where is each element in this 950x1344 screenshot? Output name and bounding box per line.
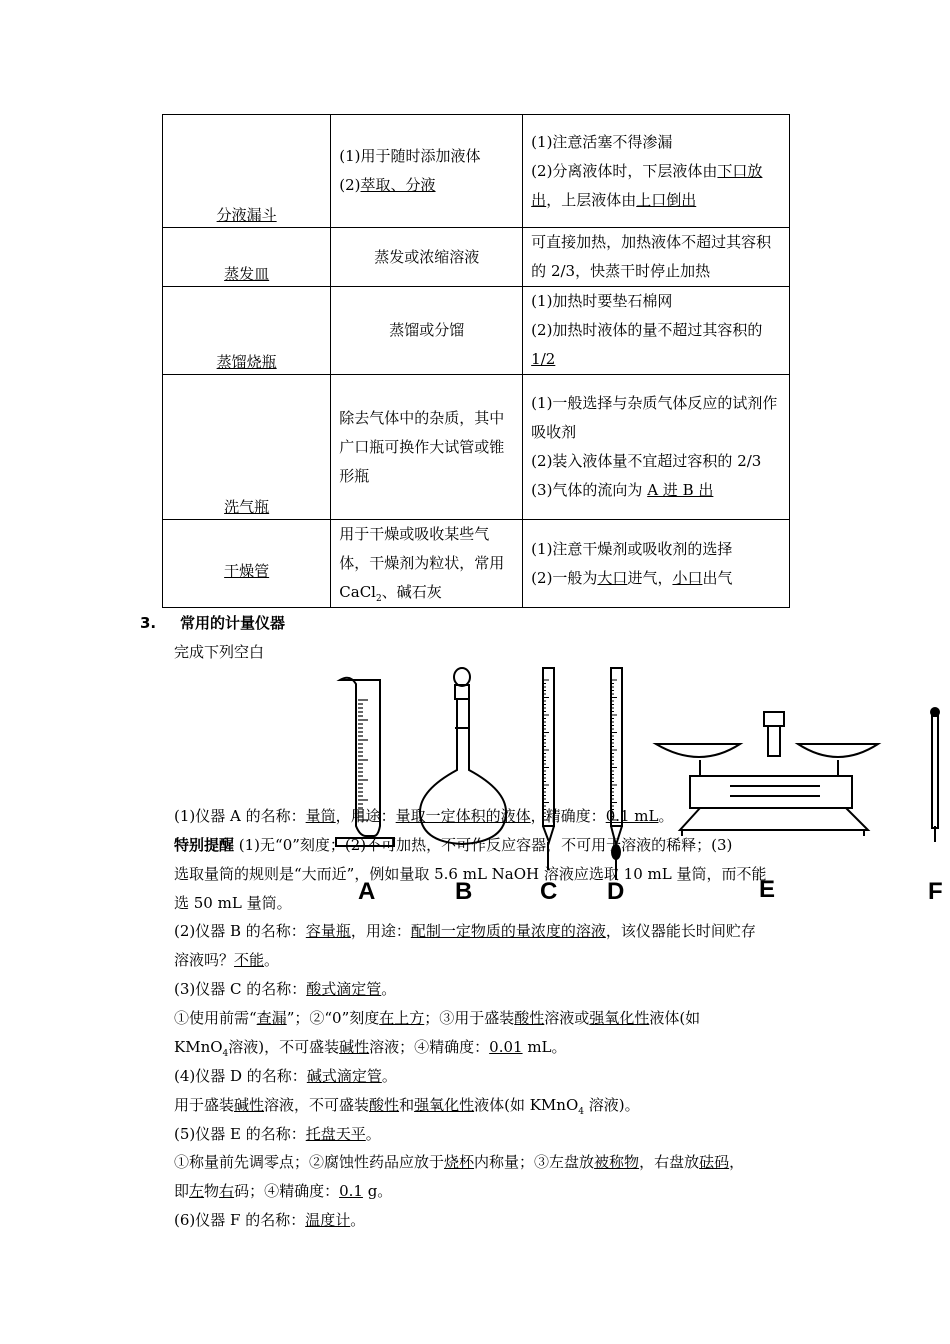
note-cell (523, 287, 790, 375)
text-line: (5)仪器 E 的名称：托盘天平。 (174, 1125, 381, 1143)
thermometer-icon (931, 708, 939, 842)
section-number: 3. (140, 614, 157, 632)
table-row (163, 228, 790, 287)
note-text: (1)加热时要垫石棉网 (531, 292, 673, 310)
note-cell (523, 115, 790, 228)
name-cell (163, 375, 331, 520)
note-text: (3)气体的流向为 A 进 B 出 (531, 481, 714, 499)
name-cell (163, 520, 331, 608)
instrument-name: 蒸馏烧瓶 (216, 353, 277, 371)
text-line: KMnO$_4$溶液)，不可盛装碱性溶液；④精确度：0.01 mL。 (174, 1038, 567, 1059)
label-f: F (928, 878, 943, 905)
section-intro: 完成下列空白 (174, 643, 265, 661)
text-line: 选取量筒的规则是“大而近”，例如量取 5.6 mL NaOH 溶液应选取 10 mL 量筒，而不能 (174, 865, 767, 883)
instrument-name: 洗气瓶 (224, 498, 270, 516)
text-line: (6)仪器 F 的名称：温度计。 (174, 1211, 366, 1229)
table-row (163, 287, 790, 375)
note-text: (2)一般为大口进气，小口出气 (531, 568, 733, 587)
text-line: ①使用前需“查漏”；②“0”刻度在上方；③用于盛装酸性溶液或强氧化性液体(如 (174, 1009, 701, 1027)
text-line: (2)仪器 B 的名称：容量瓶，用途：配制一定物质的量浓度的溶液，该仪器能长时间贮存 (174, 922, 756, 940)
use-cell: 蒸发或浓缩溶液 (331, 228, 523, 287)
text-line: 选 50 mL 量筒。 (174, 894, 292, 912)
text-line: 即左物右码；④精确度：0.1 g。 (174, 1182, 393, 1200)
instrument-name: 蒸发皿 (224, 265, 270, 283)
balance-icon (656, 712, 878, 836)
use-text: (1)用于随时添加液体 (339, 147, 481, 165)
label-a: A (358, 878, 376, 905)
use-cell: 用于干燥或吸收某些气体，干燥剂为粒状，常用 CaCl$_2$、碱石灰 (331, 520, 523, 608)
label-d: D (607, 878, 625, 905)
note-cell: 可直接加热，加热液体不超过其容积的 2/3，快蒸干时停止加热 (523, 228, 790, 287)
name-cell (163, 287, 331, 375)
use-cell: 蒸馏或分馏 (331, 287, 523, 375)
text-line: ①称量前先调零点；②腐蚀性药品应放于烧杯内称量；③左盘放被称物，右盘放砝码， (174, 1153, 745, 1171)
text-line: 特别提醒 (1)无“0”刻度；(2)不可加热，不可作反应容器，不可用于溶液的稀释；(3) (174, 836, 733, 854)
table-row (163, 375, 790, 520)
label-e: E (759, 876, 776, 903)
note-text: (1)注意干燥剂或吸收剂的选择 (531, 539, 733, 558)
table-row (163, 115, 790, 228)
name-cell (163, 115, 331, 228)
name-cell (163, 228, 331, 287)
label-b: B (455, 878, 473, 905)
note-text: (2)分离液体时，下层液体由下口放出，上层液体由上口倒出 (531, 161, 763, 209)
instrument-table (162, 114, 790, 608)
table-row (163, 520, 790, 608)
use-cell: 除去气体中的杂质，其中广口瓶可换作大试管或锥形瓶 (331, 375, 523, 520)
section-title: 常用的计量仪器 (180, 614, 286, 632)
instrument-name: 干燥管 (224, 562, 270, 580)
note-text: (2)装入液体量不宜超过容积的 2/3 (531, 452, 762, 470)
note-text: (1)注意活塞不得渗漏 (531, 132, 673, 151)
text-line: 溶液吗？不能。 (174, 951, 280, 969)
text-line: (4)仪器 D 的名称：碱式滴定管。 (174, 1067, 397, 1085)
note-text: (1)一般选择与杂质气体反应的试剂作吸收剂 (531, 394, 778, 441)
text-line: 用于盛装碱性溶液，不可盛装酸性和强氧化性液体(如 KMnO$_4$ 溶液)。 (174, 1096, 640, 1117)
text-line: (1)仪器 A 的名称：量筒，用途：量取一定体积的液体，精确度：0.1 mL。 (174, 807, 674, 825)
instrument-name: 分液漏斗 (216, 206, 277, 224)
use-cell (331, 115, 523, 228)
label-c: C (540, 878, 558, 905)
note-cell (523, 375, 790, 520)
use-text: (2)萃取、分液 (339, 176, 436, 194)
note-text: (2)加热时液体的量不超过其容积的 1/2 (531, 321, 763, 368)
text-line: (3)仪器 C 的名称：酸式滴定管。 (174, 980, 397, 998)
note-cell (523, 520, 790, 608)
